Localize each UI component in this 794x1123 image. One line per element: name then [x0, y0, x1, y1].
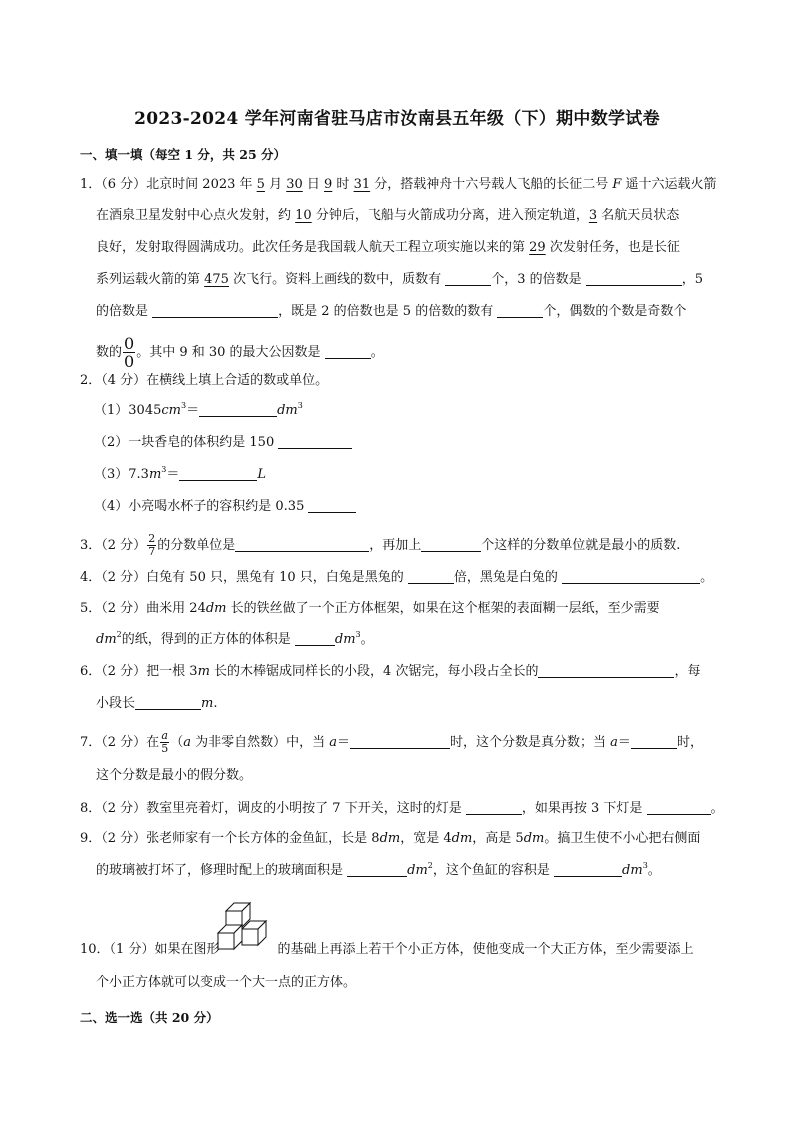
answer-blank[interactable] [554, 862, 622, 877]
q1-line-4: 系列运载火箭的第 475 次飞行。资料上画线的数中，质数有 个，3 的倍数是 ，5 [96, 272, 704, 287]
answer-blank[interactable] [538, 663, 674, 678]
answer-blank[interactable] [199, 402, 277, 417]
answer-blank[interactable] [308, 498, 356, 513]
q10-line-1: 10．（1 分）如果在图形 的基础上再添上若干个小正方体，使他变成一个大正方体，至少需要添上 [80, 942, 694, 957]
answer-blank[interactable] [647, 800, 711, 815]
answer-blank[interactable] [347, 862, 407, 877]
answer-blank[interactable] [295, 631, 335, 646]
q2-item-2: （2）一块香皂的体积约是 150 [94, 433, 352, 453]
q8-line: 8．（2 分）教室里亮着灯，调皮的小明按了 7 下开关，这时的灯是 ，如果再按 3 下灯是 。 [80, 801, 724, 816]
q7-line-2: 这个分数是最小的假分数。 [96, 768, 253, 783]
fraction-2-over-7: $\frac{2}{7}$ [148, 532, 156, 558]
q5-line-1: 5．（2 分）曲米用 24dm 长的铁丝做了一个正方体框架，如果在这个框架的表面糊一层纸，至少需要 [80, 601, 660, 616]
q1-line-1: 1．（6 分）北京时间 2023 年 5 月 30 日 9 时 31 分，搭载神舟十六号载人飞船的长征二号 F 遥十六运载火箭 [80, 177, 717, 192]
q1-line-6: 数的 $\frac{0}{0}$ 。其中 9 和 30 的最大公因数是 。 [96, 334, 384, 371]
q9-line-2: 的玻璃被打坏了，修理时配上的玻璃面积是 $dm^2$，这个鱼缸的容积是 $dm^3$。 [96, 861, 661, 878]
section-heading-1: 一、填一填（每空 1 分，共 25 分） [80, 147, 287, 162]
q6-line-2: 小段长 m. [96, 696, 218, 711]
answer-blank[interactable] [631, 734, 677, 749]
page-title: 2023-2024 学年河南省驻马店市汝南县五年级（下）期中数学试卷 [134, 109, 660, 129]
answer-blank[interactable] [135, 695, 201, 710]
answer-blank[interactable] [466, 800, 522, 815]
answer-blank[interactable] [179, 466, 257, 481]
answer-blank[interactable] [152, 303, 278, 318]
answer-blank[interactable] [497, 303, 543, 318]
q1-line-3: 良好，发射取得圆满成功。此次任务是我国载人航天工程立项实施以来的第 29 次发射任务，也是长征 [96, 240, 680, 255]
q10-line-2: 个小正方体就可以变成一个大一点的正方体。 [96, 975, 357, 990]
q1-line-2: 在酒泉卫星发射中心点火发射，约 10 分钟后，飞船与火箭成功分离，进入预定轨道，3 名航天员状态 [96, 208, 680, 223]
section-heading-2: 二、选一选（共 20 分） [80, 1010, 219, 1025]
q2-item-4: （4）小亮喝水杯子的容积约是 0.35 [94, 497, 356, 517]
answer-blank[interactable] [445, 271, 491, 286]
q7-line-1: 7．（2 分）在 $\frac{a}{5}$ （a 为非零自然数）中，当 a＝ 时，这个分数是真分数；当 a＝ 时， [80, 729, 703, 755]
q2-item-1: $(1)3045cm^3= dm^3$ [94, 401, 303, 418]
fraction-0-over-0: $\frac{0}{0}$ [124, 334, 135, 371]
answer-blank[interactable] [325, 344, 371, 359]
answer-blank[interactable] [278, 434, 352, 449]
q2-item-3: $(3)7.3m^3= L$ [94, 465, 267, 482]
q3-line: 3．（2 分） $\frac{2}{7}$ 的分数单位是 ，再加上 个这样的分数单位就是最小的质数. [80, 532, 681, 558]
q6-line-1: 6．（2 分）把一根 3m 长的木棒锯成同样长的小段，4 次锯完，每小段占全长的 ，每 [80, 664, 701, 679]
answer-blank[interactable] [235, 537, 369, 552]
q2-heading: 2．（4 分）在横线上填上合适的数或单位。 [80, 373, 329, 388]
q4-line: 4．（2 分）白兔有 50 只，黑兔有 10 只，白兔是黑兔的 倍，黑兔是白兔的 。 [80, 570, 714, 585]
q9-line-1: 9．（2 分）张老师家有一个长方体的金鱼缸，长是 8dm，宽是 4dm，高是 5dm。搞卫生使不小心把右侧面 [80, 831, 701, 846]
q1-line-5: 的倍数是 ，既是 2 的倍数也是 5 的倍数的数有 个，偶数的个数是奇数个 [96, 304, 687, 319]
answer-blank[interactable] [562, 569, 700, 584]
answer-blank[interactable] [421, 537, 481, 552]
answer-blank[interactable] [408, 569, 454, 584]
answer-blank[interactable] [350, 734, 450, 749]
q5-line-2: $dm^2$的纸，得到的正方体的体积是 $dm^3$。 [96, 630, 374, 647]
fraction-a-over-5: $\frac{a}{5}$ [161, 729, 169, 755]
answer-blank[interactable] [586, 271, 682, 286]
